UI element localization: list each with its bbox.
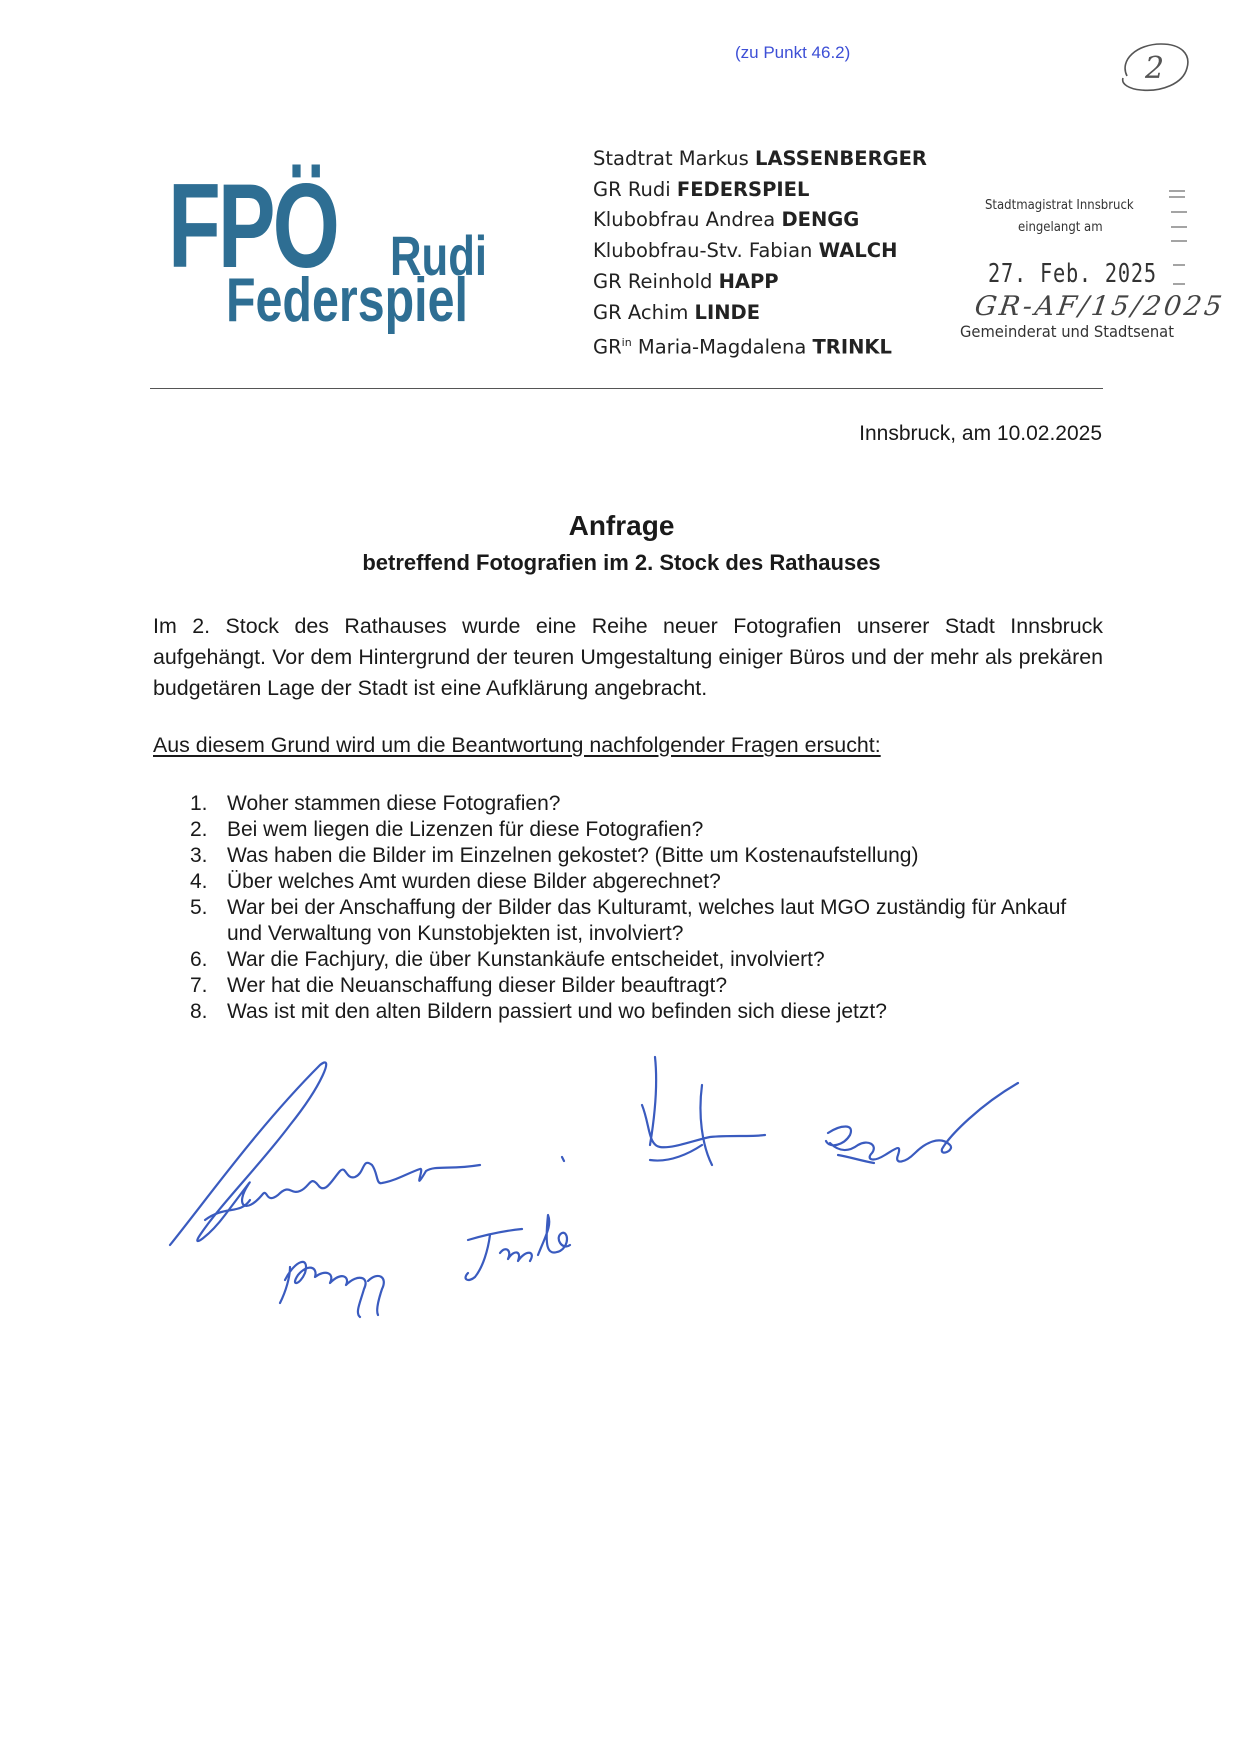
member-item: [593, 267, 927, 298]
question-text: Was haben die Bilder im Einzelnen gekostet? (Bitte um Kostenaufstellung): [227, 844, 919, 867]
member-prefix: GR: [593, 335, 622, 359]
member-item: [593, 328, 927, 363]
header-divider: [150, 388, 1103, 389]
member-prefix: GR Achim: [593, 300, 695, 324]
question-number: 7.: [190, 974, 208, 997]
stamp-date: 27. Feb. 2025: [988, 259, 1157, 289]
signature-dengg: [280, 1262, 384, 1317]
signature-happ: [642, 1057, 765, 1165]
document-subtitle: betreffend Fotografien im 2. Stock des Rathauses: [362, 550, 881, 575]
question-text: Was ist mit den alten Bildern passiert und wo befinden sich diese jetzt?: [227, 1000, 887, 1023]
signature-area: [150, 1045, 1150, 1325]
question-number: 1.: [190, 792, 208, 815]
signatures-drawing: [150, 1045, 1150, 1325]
question-number: 4.: [190, 870, 208, 893]
place-date: Innsbruck, am 10.02.2025: [859, 422, 1102, 445]
member-surname: TRINKL: [812, 335, 892, 359]
handwritten-page-number: [1115, 38, 1193, 96]
member-prefix: Stadtrat Markus: [593, 147, 756, 170]
member-surname: DENGG: [781, 208, 860, 232]
question-item: [190, 895, 1090, 947]
logo-party: FPÖ: [168, 159, 337, 293]
stamp-file-number: GR-AF/15/2025: [972, 291, 1227, 322]
member-prefix: Klubobfrau Andrea: [593, 208, 782, 232]
question-item: [190, 817, 1090, 843]
signature-lassenberger: [170, 1062, 480, 1245]
stamp-tick-marks-icon: [1163, 187, 1193, 287]
logo-first-name: Rudi: [390, 224, 488, 287]
question-number: 2.: [190, 818, 208, 841]
member-item: [593, 175, 927, 206]
question-item: [190, 999, 1090, 1025]
member-prefix-superscript: in: [621, 336, 632, 350]
question-text: Wer hat die Neuanschaffung dieser Bilder beauftragt?: [227, 974, 728, 997]
party-logo: [168, 148, 488, 358]
member-surname: WALCH: [818, 239, 898, 263]
question-number: 3.: [190, 844, 208, 867]
member-list: [593, 144, 927, 363]
intro-paragraph: Im 2. Stock des Rathauses wurde eine Reihe neuer Fotografien unserer Stadt Innsbruck aufgehängt. Vor dem Hintergrund der teuren Umgestaltung einiger Büros und der mehr als prekären budgetären Lage der Stadt ist eine Aufklärung angebracht.: [153, 614, 1103, 700]
reference-note: (zu Punkt 46.2): [735, 43, 851, 62]
page-number-circle-icon: [1115, 38, 1193, 96]
question-number: 6.: [190, 948, 208, 971]
question-lead: Aus diesem Grund wird um die Beantwortung nachfolgender Fragen ersucht:: [153, 733, 881, 757]
question-text: Über welches Amt wurden diese Bilder abgerechnet?: [227, 870, 721, 893]
question-item: [190, 791, 1090, 817]
question-list: [190, 791, 1090, 1025]
member-surname: HAPP: [718, 269, 779, 293]
question-item: [190, 869, 1090, 895]
page-number-text: 2: [1145, 51, 1165, 86]
question-number: 8.: [190, 1000, 208, 1023]
question-text: War bei der Anschaffung der Bilder das Kulturamt, welches laut MGO zuständig für Ankauf und Verwaltung von Kunstobjekten ist, involviert?: [227, 896, 1067, 945]
question-number: 5.: [190, 896, 208, 919]
member-item: [593, 298, 927, 329]
member-prefix: GR Rudi: [593, 177, 677, 201]
member-surname: LINDE: [694, 300, 761, 324]
member-surname: LASSENBERGER: [755, 147, 927, 170]
signature-trinkl: [466, 1157, 570, 1280]
question-text: Bei wem liegen die Lizenzen für diese Fotografien?: [227, 818, 704, 841]
member-item: [593, 236, 927, 267]
stamp-received-label: eingelangt am: [1018, 220, 1103, 235]
stamp-council: Gemeinderat und Stadtsenat: [960, 322, 1174, 341]
member-prefix: GR Reinhold: [593, 269, 719, 293]
document-title: Anfrage: [568, 510, 675, 541]
question-item: [190, 947, 1090, 973]
member-prefix-rest: Maria-Magdalena: [631, 335, 813, 359]
stamp-office: Stadtmagistrat Innsbruck: [985, 198, 1134, 213]
received-stamp: [955, 195, 1227, 355]
question-text: Woher stammen diese Fotografien?: [227, 792, 561, 815]
member-item: [593, 144, 927, 175]
member-prefix: Klubobfrau-Stv. Fabian: [593, 239, 819, 263]
signature-linde: [826, 1083, 1018, 1162]
question-text: War die Fachjury, die über Kunstankäufe entscheidet, involviert?: [227, 948, 825, 971]
logo-last-name: Federspiel: [226, 266, 468, 335]
question-item: [190, 973, 1090, 999]
member-surname: FEDERSPIEL: [676, 177, 810, 201]
question-item: [190, 843, 1090, 869]
member-item: [593, 205, 927, 236]
